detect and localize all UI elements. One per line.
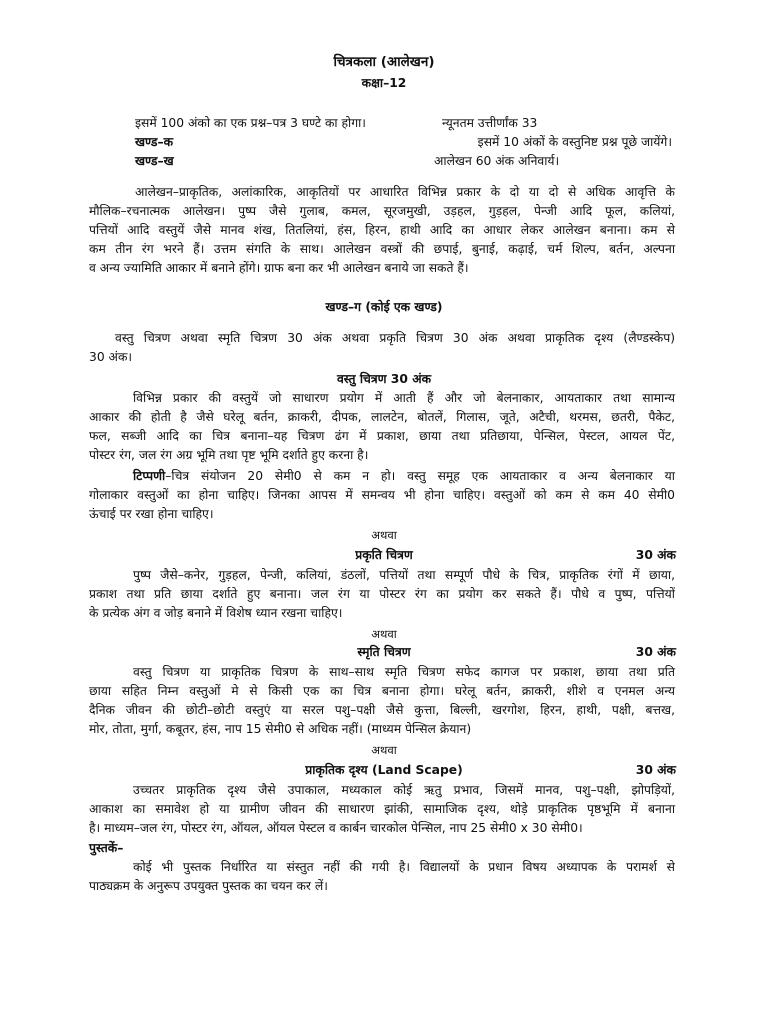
exam-duration-text: इसमें 100 अंको का एक प्रश्न–पत्र 3 घण्टे का होगा। [135, 116, 366, 130]
alekhan-para-line: मौलिक–रचनात्मक आलेखन। पुष्प जैसे गुलाब, कमल, सूरजमुखी, उड़हल, गुड़हल, पेन्जी आदि फूल, कलियां, [89, 204, 675, 218]
books-heading: पुस्तकें– [89, 841, 124, 855]
smriti-para-line: छाया सहित निम्न वस्तुओं मे से किसी एक का चित्र बनाना होगा। घरेलू बर्तन, क्राकरी, शीशे व एनमल अन्य [89, 684, 675, 698]
section-kha-detail: आलेखन 60 अंक अनिवार्य। [434, 154, 560, 168]
section-kha-label: खण्ड–ख [135, 154, 174, 168]
vastu-para-line: आकार की होती है जैसे घरेलू बर्तन, क्राकरी, दीपक, लालटेन, बोतलें, गिलास, जूते, अटैची, थरमस, छतरी, पैकेट, [89, 410, 675, 424]
smriti-para-line: दैनिक जीवन की छोटी–छोटी वस्तुएं या सरल पशु–पक्षी जैसे कुत्ता, बिल्ली, खरगोश, हिरन, हाथी, पक्षी, बत्तख, [89, 703, 675, 717]
prakriti-para-line: के प्रत्येक अंग व जोड़ बनाने में विशेष ध्यान रखना चाहिए। [89, 606, 343, 620]
pass-marks-text: न्यूनतम उत्तीर्णांक 33 [442, 116, 538, 130]
section-ka-detail: इसमें 10 अंकों के वस्तुनिष्ट प्रश्न पूछे जायेंगे। [477, 135, 672, 149]
section-ka-label: खण्ड–क [135, 135, 174, 149]
prakriti-para-line: प्रकाश तथा प्रति छाया दर्शाते हुए बनाना। जल रंग या पोस्टर रंग का प्रयोग कर सकते हैं। पौधे व पुष्प, पत्तियों [89, 587, 675, 601]
vastu-para-line: फल, सब्जी आदि का चित्र बनाना–यह चित्रण ढंग में प्रकाश, छाया तथा प्रतिछाया, पेन्सिल, पेस्टल, आयल पेंट, [89, 429, 675, 443]
or-separator: अथवा [371, 743, 397, 757]
section-ga-intro-line: 30 अंक। [89, 350, 133, 364]
note-line: –चित्र संयोजन 20 सेमी0 से कम न हो। वस्तु समूह एक आयताकार व अन्य बेलनाकार या [165, 469, 675, 483]
or-separator: अथवा [371, 627, 397, 641]
smriti-marks: 30 अंक [635, 645, 676, 659]
note-line: गोलाकार वस्तुओं का होना चाहिए। जिनका आपस में समन्वय भी होना चाहिए। वस्तुओं को कम से कम 40 सेमी0 [89, 488, 675, 502]
class-label: कक्षा–12 [361, 76, 407, 90]
books-para-line: कोई भी पुस्तक निर्धारित या संस्तुत नहीं की गयी है। विद्यालयों के प्रधान विषय अध्यापक के परामर्श से [133, 860, 675, 874]
alekhan-para-line: कम तीन रंग भरने हैं। उत्तम संगति के साथ। आलेखन वस्त्रों की छपाई, बुनाई, कढ़ाई, चर्म शिल्प, बर्तन, अल्पना [89, 242, 675, 256]
landscape-marks: 30 अंक [635, 763, 676, 777]
vastu-heading: वस्तु चित्रण 30 अंक [336, 372, 432, 386]
section-ga-intro-line: वस्तु चित्रण अथवा स्मृति चित्रण 30 अंक अथवा प्रकृति चित्रण 30 अंक अथवा प्राकृतिक दृश्य (लैण्डस्केप) [115, 331, 675, 345]
note-label: टिप्पणी [133, 469, 166, 483]
alekhan-para-line: आलेखन–प्राकृतिक, अलांकारिक, आकृतियों पर आधारित विभिन्न प्रकार के दो या दो से अधिक आवृत्ति के [135, 185, 675, 199]
landscape-para-line: आकाश का समावेश हो या ग्रामीण जीवन की साधारण झांकी, सामाजिक दृश्य, थोड़े प्राकृतिक पृष्ठभूमि में बनाना [89, 802, 675, 816]
books-para-line: पाठ्यक्रम के अनुरूप उपयुक्त पुस्तक का चयन कर लें। [89, 879, 328, 893]
vastu-para-line: विभिन्न प्रकार की वस्तुयें जो साधारण प्रयोग में आती हैं और जो बेलनाकार, आयताकार तथा सामान्य [133, 391, 675, 405]
alekhan-para-line: व अन्य ज्यामिति आकार में बनाने होंगे। ग्राफ बना कर भी आलेखन बनाये जा सकते हैं। [89, 261, 469, 275]
page-title: चित्रकला (आलेखन) [333, 54, 435, 70]
landscape-para-line: उच्चतर प्राकृतिक दृश्य जैसे उपाकाल, मध्यकाल कोई ऋतु प्रभाव, जिसमें मानव, पशु–पक्षी, झोपड़ियों, [133, 783, 675, 797]
or-separator: अथवा [371, 528, 397, 542]
prakriti-heading: प्रकृति चित्रण [355, 548, 413, 562]
landscape-para-line: है। माध्यम–जल रंग, पोस्टर रंग, ऑयल, ऑयल पेस्टल व कार्बन चारकोल पेन्सिल, नाप 25 सेमी0 x 30 सेमी0। [89, 821, 583, 835]
vastu-note [133, 467, 675, 485]
note-line: ऊंचाई पर रखा होना चाहिए। [89, 507, 214, 521]
vastu-para-line: पोस्टर रंग, जल रंग अग्र भूमि तथा पृष्ट भूमि दर्शाते हुए करना है। [89, 448, 369, 462]
smriti-para-line: वस्तु चित्रण या प्राकृतिक चित्रण के साथ–साथ स्मृति चित्रण सफेद कागज पर प्रकाश, छाया तथा प्रति [133, 665, 675, 679]
landscape-heading: प्राकृतिक दृश्य (Land Scape) [305, 763, 463, 777]
section-ga-heading: खण्ड–ग (कोई एक खण्ड) [325, 300, 443, 314]
smriti-heading: स्मृति चित्रण [357, 645, 411, 659]
smriti-para-line: मोर, तोता, मुर्गा, कबूतर, हंस, नाप 15 सेमी0 से अधिक नहीं। (माध्यम पेन्सिल क्रेयान) [89, 722, 472, 736]
prakriti-para-line: पुष्प जैसे–कनेर, गुड़हल, पेन्जी, कलियां, डंठलों, पत्तियों तथा सम्पूर्ण पौधे के चित्र, प्राकृतिक रंगों में छाया, [133, 568, 675, 582]
prakriti-marks: 30 अंक [635, 548, 676, 562]
alekhan-para-line: पत्तियों आदि वस्तुयें जैसे मानव शंख, तितलियां, हंस, हिरन, हाथी आदि का आधार लेकर आलेखन बनाना। कम से [89, 223, 675, 237]
